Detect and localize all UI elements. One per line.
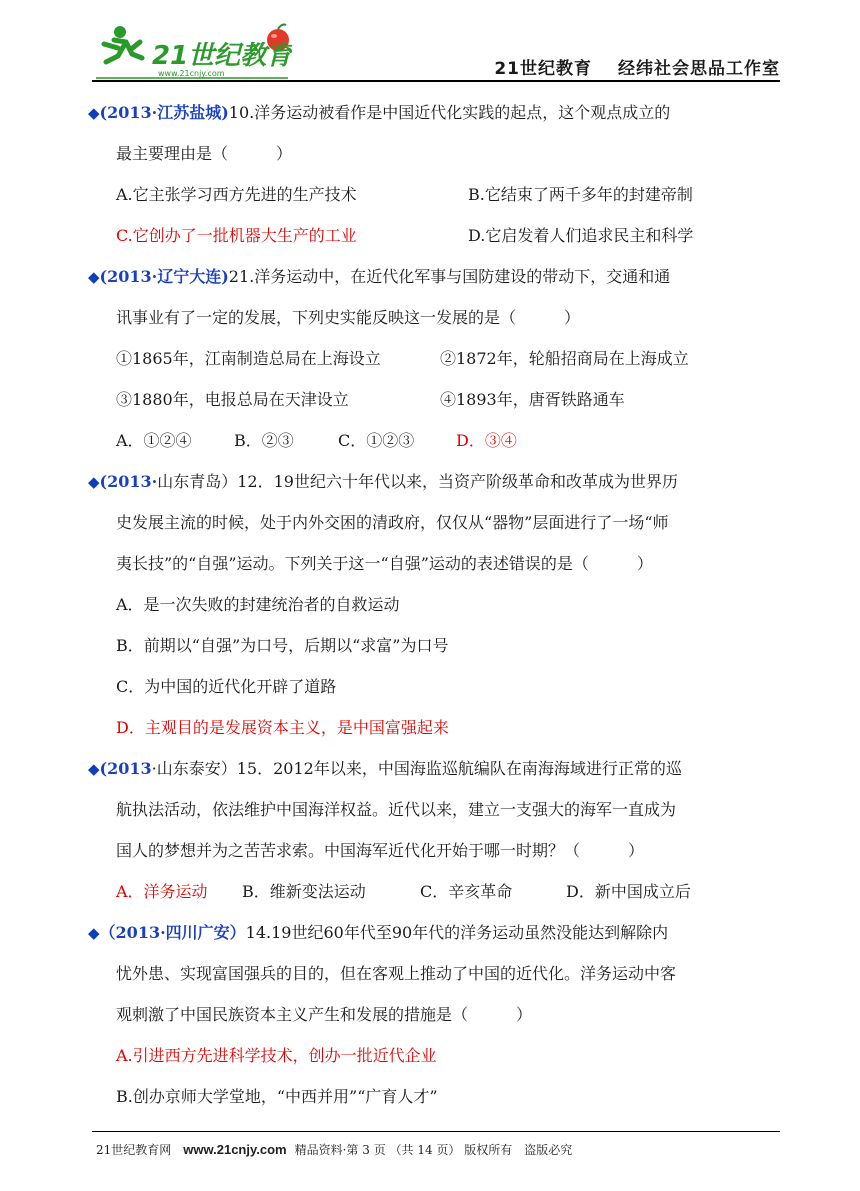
question-stem-line: 15．2012年以来，中国海监巡航编队在南海海域进行正常的巡 [236,759,682,778]
footer-divider [92,1131,780,1132]
footer-brand: 21世纪教育网 [96,1143,172,1157]
page-footer [96,1141,572,1158]
header-title [494,54,780,79]
footer-page-info: 精品资料·第 3 页 （共 14 页） 版权所有 盗版必究 [294,1143,573,1157]
question-source: (2013·江苏盐城) [99,103,229,122]
option-b: B．②③ [234,431,294,450]
item-4: ④1893年，唐胥铁路通车 [440,390,625,409]
diamond-bullet-icon: ◆ [88,104,100,122]
item-1: ①1865年，江南制造总局在上海设立 [116,349,381,368]
question-stem-line: 忧外患、实现富国强兵的目的，但在客观上推动了中国的近代化。洋务运动中客 [116,964,677,983]
question-5 [88,912,780,1117]
option-a: A．是一次失败的封建统治者的自救运动 [116,595,400,614]
question-3 [88,461,780,748]
21cnjy-logo [92,20,292,80]
question-stem-line: 10.洋务运动被看作是中国近代化实践的起点，这个观点成立的 [228,103,671,122]
option-a-answer: A．洋务运动 [116,882,208,901]
question-4 [88,748,780,912]
diamond-bullet-icon: ◆ [88,760,100,778]
question-stem-line: 12．19世纪六十年代以来，当资产阶级革命和改革成为世界历 [237,472,678,491]
question-stem-line: 21.洋务运动中，在近代化军事与国防建设的带动下，交通和通 [228,267,671,286]
question-source-tail: 山东青岛） [157,472,238,491]
logo-text: 21世纪教育 [152,41,292,71]
question-2 [88,256,780,461]
option-b: B．维新变法运动 [242,882,366,901]
option-a: A.它主张学习西方先进的生产技术 [116,185,357,204]
item-2: ②1872年，轮船招商局在上海成立 [440,349,689,368]
option-d-answer: D．主观目的是发展资本主义，是中国富强起来 [116,718,449,737]
question-stem-line: 观刺激了中国民族资本主义产生和发展的措施是（ ） [116,1005,533,1024]
header-studio: 经纬社会思品工作室 [618,59,780,79]
question-source: （2013·四川广安） [99,923,246,942]
diamond-bullet-icon: ◆ [88,268,100,286]
question-stem-line: 最主要理由是（ ） [116,144,293,163]
question-list [88,92,780,1117]
question-stem-line: 夷长技”的“自强”运动。下列关于这一“自强”运动的表述错误的是（ ） [116,554,653,573]
question-stem-line: 讯事业有了一定的发展，下列史实能反映这一发展的是（ ） [116,308,581,327]
option-d-answer: D．③④ [456,431,517,450]
option-b: B.创办京师大学堂地，“中西并用”“广育人才” [116,1087,438,1106]
option-b: B．前期以“自强”为口号，后期以“求富”为口号 [116,636,449,655]
question-source: (2013·辽宁大连) [99,267,229,286]
question-stem-line: 航执法活动，依法维护中国海洋权益。近代以来，建立一支强大的海军一直成为 [116,800,677,819]
option-b: B.它结束了两千多年的封建帝制 [468,185,693,204]
option-d: D．新中国成立后 [566,882,691,901]
question-stem-line: 史发展主流的时候，处于内外交困的清政府，仅仅从“器物”层面进行了一场“师 [116,513,669,532]
question-source: (2013· [99,472,158,491]
question-stem-line: 国人的梦想并为之苦苦求索。中国海军近代化开始于哪一时期？（ ） [116,841,645,860]
header-divider [92,80,780,82]
option-a: A．①②④ [116,431,192,450]
diamond-bullet-icon: ◆ [88,924,100,942]
option-c-answer: C.它创办了一批机器大生产的工业 [116,226,357,245]
header-brand: 21世纪教育 [494,59,592,79]
footer-site-link[interactable]: www.21cnjy.com [183,1142,287,1157]
option-a-answer: A.引进西方先进科学技术，创办一批近代企业 [116,1046,437,1065]
option-c: C．为中国的近代化开辟了道路 [116,677,337,696]
question-source-tail: ·山东泰安） [151,759,237,778]
option-c: C．辛亥革命 [420,882,513,901]
question-stem-line: 14.19世纪60年代至90年代的洋务运动虽然没能达到解除内 [245,923,669,942]
page-header [92,20,780,82]
option-d: D.它启发着人们追求民主和科学 [468,226,694,245]
diamond-bullet-icon: ◆ [88,473,100,491]
question-source: (2013 [99,759,152,778]
option-c: C．①②③ [338,431,415,450]
item-3: ③1880年，电报总局在天津设立 [116,390,349,409]
question-1 [88,92,780,256]
logo-url: www.21cnjy.com [158,69,225,78]
